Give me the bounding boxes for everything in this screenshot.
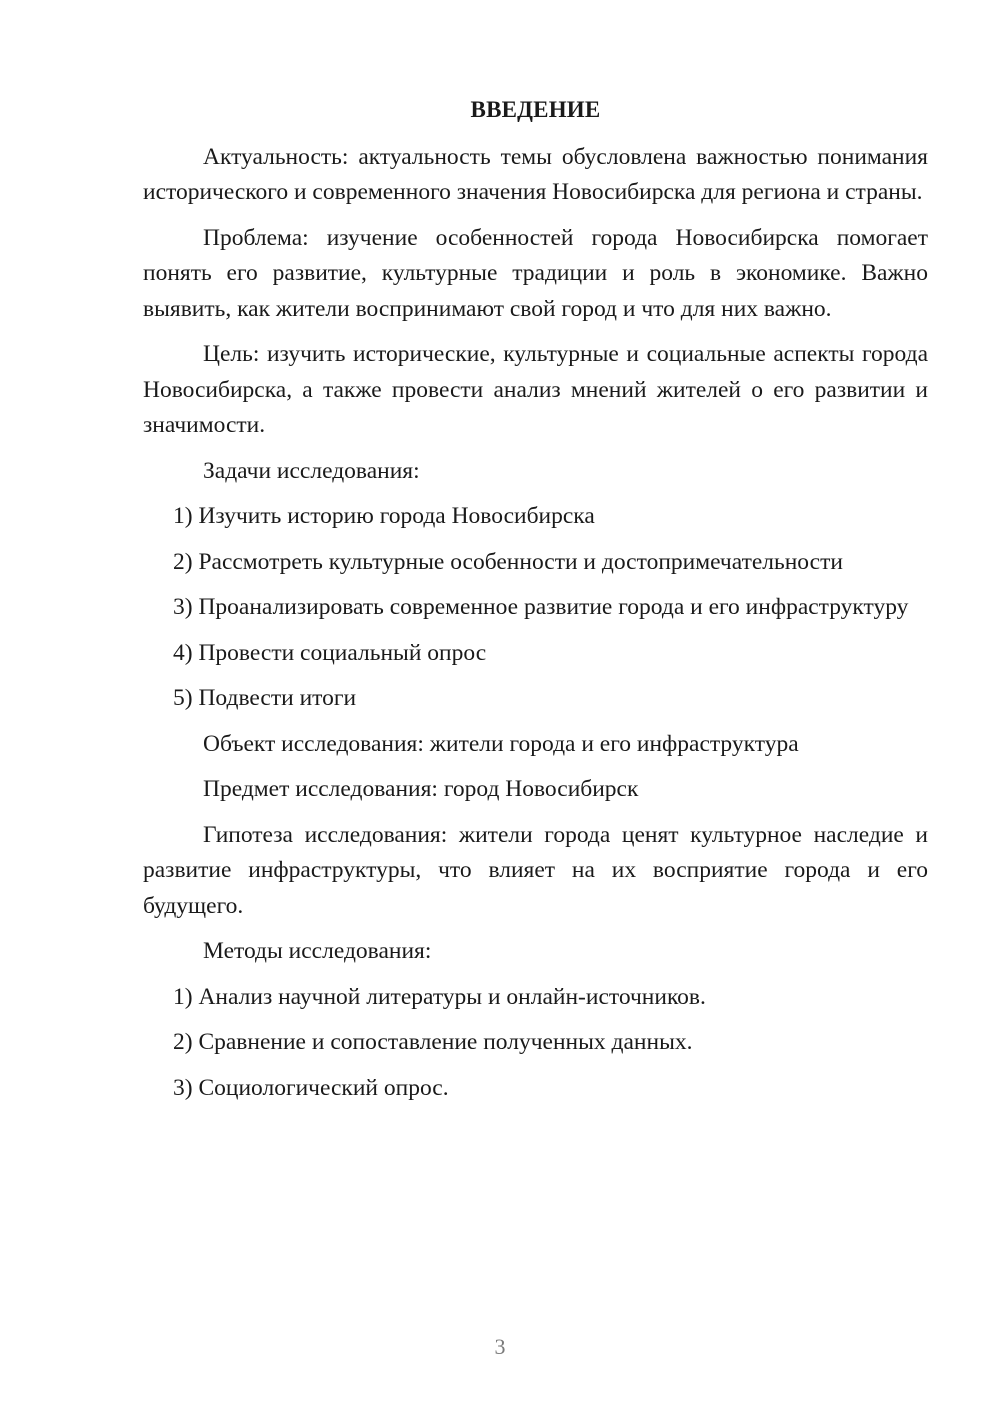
- relevance-paragraph: Актуальность: актуальность темы обусловлена важностью понимания исторического и современного значения Новосибирска для региона и страны.: [143, 143, 928, 205]
- page-content: [143, 92, 928, 1116]
- task-item: 4) Провести социальный опрос: [173, 639, 487, 666]
- problem-paragraph: Проблема: изучение особенностей города Новосибирска помогает понять его развитие, культурные традиции и роль в экономике. Важно выявить, как жители воспринимают свой город и что для них важно.: [143, 224, 928, 322]
- method-item: 2) Сравнение и сопоставление полученных данных.: [173, 1029, 693, 1055]
- section-title: ВВЕДЕНИЕ: [470, 97, 601, 122]
- task-item: 5) Подвести итоги: [173, 685, 357, 711]
- page-number: 3: [494, 1334, 506, 1359]
- tasks-heading: Задачи исследования:: [203, 457, 420, 484]
- object-paragraph: Объект исследования: жители города и его инфраструктура: [203, 730, 799, 757]
- method-item: 3) Социологический опрос.: [173, 1074, 449, 1101]
- subject-paragraph: Предмет исследования: город Новосибирск: [203, 776, 639, 802]
- method-item: 1) Анализ научной литературы и онлайн-источников.: [173, 983, 706, 1010]
- methods-heading: Методы исследования:: [203, 938, 432, 964]
- hypothesis-paragraph: Гипотеза исследования: жители города ценят культурное наследие и развитие инфраструктуры, что влияет на их восприятие города и его будущего.: [143, 821, 928, 919]
- task-item: 2) Рассмотреть культурные особенности и достопримечательности: [173, 548, 843, 575]
- goal-paragraph: Цель: изучить исторические, культурные и социальные аспекты города Новосибирска, а также провести анализ мнений жителей о его развитии и значимости.: [143, 341, 928, 438]
- task-item: 1) Изучить историю города Новосибирска: [173, 503, 595, 529]
- task-item: 3) Проанализировать современное развитие города и его инфраструктуру: [173, 594, 909, 620]
